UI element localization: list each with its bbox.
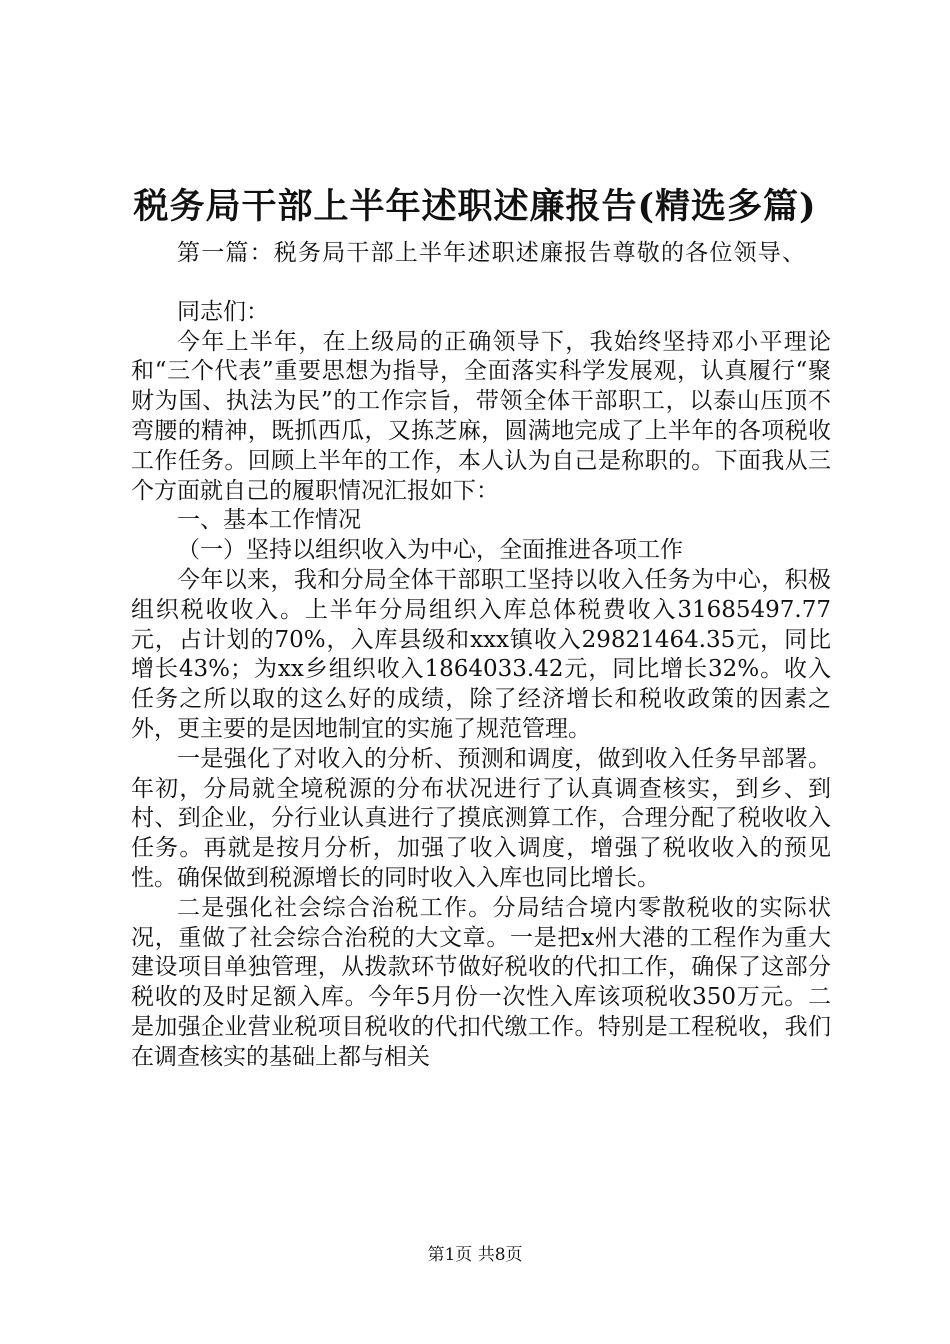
paragraph-intro: 今年上半年，在上级局的正确领导下，我始终坚持邓小平理论和“三个代表”重要思想为指导，全面落实科学发展观，认真履行“聚财为国、执法为民”的工作宗旨，带领全体干部职工，以泰山压顶不弯腰的精神，既抓西瓜，又拣芝麻，圆满地完成了上半年的各项税收工作任务。回顾上半年的工作，本人认为自己是称职的。下面我从三个方面就自己的履职情况汇报如下： xyxy=(131,328,831,504)
document-subtitle: 第一篇：税务局干部上半年述职述廉报告尊敬的各位领导、 xyxy=(177,240,807,266)
paragraph-point-one: 一是强化了对收入的分析、预测和调度，做到收入任务早部署。年初，分局就全境税源的分布状况进行了认真调查核实，到乡、到村、到企业，分行业认真进行了摸底测算工作，合理分配了税收收入任务。再就是按月分析，加强了收入调度，增强了税收收入的预见性。确保做到税源增长的同时收入入库也同比增长。 xyxy=(131,745,831,891)
salutation: 同志们： xyxy=(177,298,269,325)
section-heading: 一、基本工作情况 xyxy=(177,507,361,534)
paragraph-point-two: 二是强化社会综合治税工作。分局结合境内零散税收的实际状况，重做了社会综合治税的大文章。一是把x州大港的工程作为重大建设项目单独管理，从拨款环节做好税收的代扣工作，确保了这部分税收的及时足额入库。今年5月份一次性入库该项税收350万元。二是加强企业营业税项目税收的代扣代缴工作。特别是工程税收，我们在调查核实的基础上都与相关 xyxy=(131,894,831,1070)
subsection-heading: （一）坚持以组织收入为中心，全面推进各项工作 xyxy=(177,537,683,564)
document-title: 税务局干部上半年述职述廉报告(精选多篇) xyxy=(133,186,817,227)
page-number: 第1页 共8页 xyxy=(427,1245,523,1265)
paragraph-revenue: 今年以来，我和分局全体干部职工坚持以收入任务为中心，积极组织税收收入。上半年分局组织入库总体税费收入31685497.77元，占计划的70%，入库县级和xxx镇收入29821464.35元，同比增长43%；为xx乡组织收入1864033.42元，同比增长32%。收入任务之所以取的这么好的成绩，除了经济增长和税收政策的因素之外，更主要的是因地制宜的实施了规范管理。 xyxy=(131,566,831,742)
document-body xyxy=(131,239,831,1073)
